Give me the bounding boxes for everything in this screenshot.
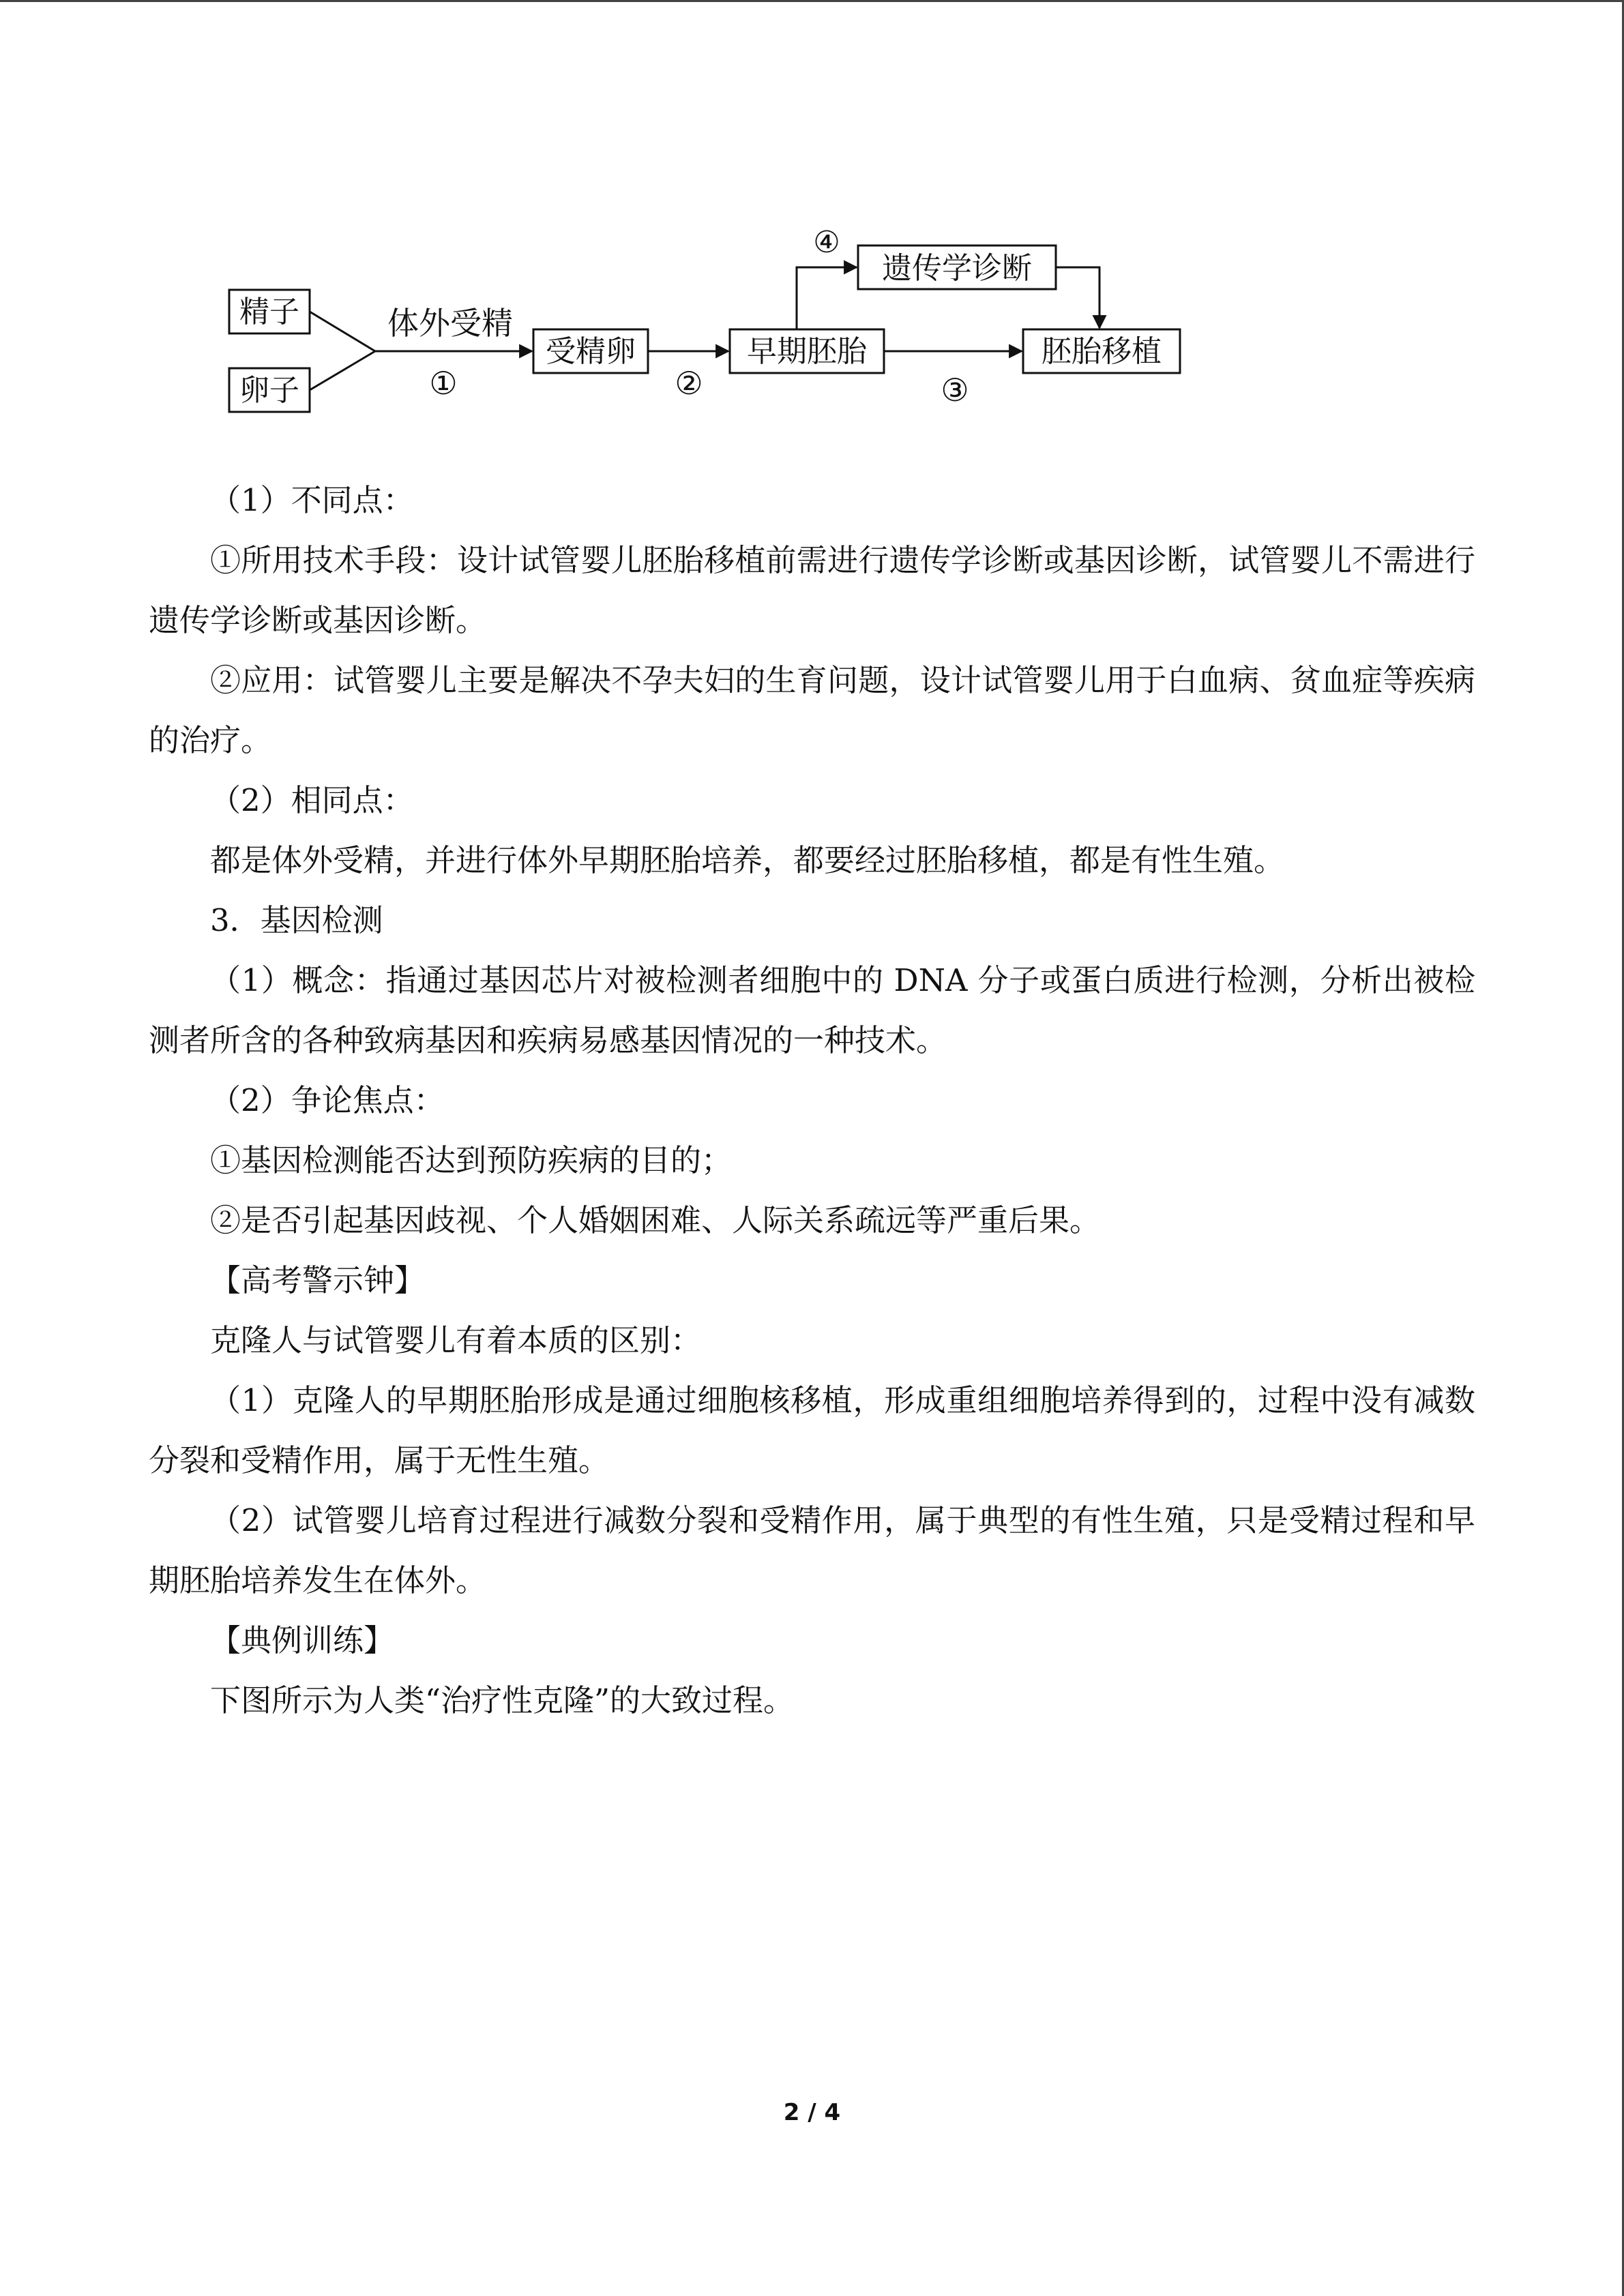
- genetic-diagnosis-label: 遗传学诊断: [882, 251, 1032, 286]
- early-embryo-label: 早期胚胎: [747, 334, 867, 369]
- ivf-label: 体外受精: [387, 305, 513, 342]
- step3-label: ③: [941, 372, 969, 408]
- step2-label: ②: [675, 365, 703, 402]
- document-body: [149, 471, 1475, 1731]
- paragraph: （1）不同点：: [210, 482, 414, 518]
- paragraph: ②是否引起基因歧视、个人婚姻困难、人际关系疏远等严重后果。: [210, 1202, 1101, 1238]
- diagnosis-to-transfer-arrow: [1056, 267, 1099, 328]
- paragraph: （2）相同点：: [210, 782, 414, 818]
- page-number: 2 / 4: [783, 2099, 841, 2126]
- fertilized-egg-label: 受精卵: [546, 334, 636, 369]
- section-heading: 3．基因检测: [210, 902, 383, 938]
- paragraph: （1）克隆人的早期胚胎形成是通过细胞核移植，形成重组细胞培养得到的，过程中没有减数分裂和受精作用，属于无性生殖。: [149, 1382, 1475, 1478]
- section-heading: 【典例训练】: [210, 1622, 395, 1658]
- paragraph: 下图所示为人类“治疗性克隆”的大致过程。: [210, 1682, 795, 1718]
- embryo-transfer-label: 胚胎移植: [1042, 334, 1162, 369]
- paragraph: （2）试管婴儿培育过程进行减数分裂和受精作用，属于典型的有性生殖，只是受精过程和早期胚胎培养发生在体外。: [149, 1502, 1475, 1598]
- paragraph: ①基因检测能否达到预防疾病的目的；: [210, 1142, 733, 1178]
- sperm-label: 精子: [239, 295, 299, 329]
- paragraph: 克隆人与试管婴儿有着本质的区别：: [210, 1322, 702, 1358]
- paragraph: ②应用：试管婴儿主要是解决不孕夫妇的生育问题，设计试管婴儿用于白血病、贫血症等疾病的治疗。: [149, 662, 1475, 758]
- paragraph: ①所用技术手段：设计试管婴儿胚胎移植前需进行遗传学诊断或基因诊断，试管婴儿不需进行遗传学诊断或基因诊断。: [149, 542, 1475, 638]
- ivf-flow-diagram: [205, 218, 1228, 443]
- paragraph: （1）概念：指通过基因芯片对被检测者细胞中的 DNA 分子或蛋白质进行检测，分析出被检测者所含的各种致病基因和疾病易感基因情况的一种技术。: [149, 962, 1475, 1058]
- section-heading: 【高考警示钟】: [210, 1262, 426, 1298]
- step4-arrow: [797, 267, 857, 329]
- egg-label: 卵子: [239, 373, 299, 408]
- paragraph: （2）争论焦点：: [210, 1082, 445, 1118]
- paragraph: 都是体外受精，并进行体外早期胚胎培养，都要经过胚胎移植，都是有性生殖。: [210, 842, 1285, 878]
- step4-label: ④: [813, 225, 840, 260]
- step1-label: ①: [429, 365, 458, 402]
